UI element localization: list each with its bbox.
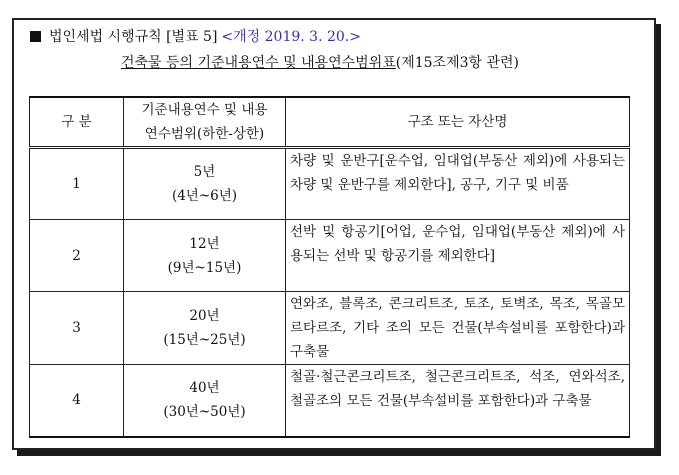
asset-description: 차량 및 운반구[운수업, 임대업(부동산 제외)에 사용되는 차량 및 운반구를 제외한다], 공구, 기구 및 비품 [286,148,630,220]
standard-years: 40년 [189,380,220,397]
asset-description: 철골·철근콘크리트조, 철근콘크리트조, 석조, 연와석조, 철골조의 모든 건물(부속설비를 포함한다)과 구축물 [286,365,630,437]
header-useful-life [124,97,286,148]
header-category: 구 분 [30,97,124,148]
useful-life-table [29,96,630,438]
table-title [0,52,640,72]
row-number: 3 [30,292,124,365]
years-range: (30년~50년) [163,404,246,421]
row-number: 4 [30,365,124,437]
header-asset-name: 구조 또는 자산명 [286,97,630,148]
row-number: 2 [30,220,124,292]
asset-description: 연와조, 블록조, 콘크리트조, 토조, 토벽조, 목조, 목골모르타르조, 기타 조의 모든 건물(부속설비를 포함한다)과 구축물 [286,292,630,365]
table-row [30,365,630,437]
header-useful-life-line1: 기준내용연수 및 내용 [141,102,268,118]
row-number: 1 [30,148,124,220]
table-title-ref: (제15조제3항 관련) [395,55,519,71]
regulation-title: 법인세법 시행규칙 [별표 5] [49,29,218,45]
table-header-row [30,97,630,148]
years-range: (9년~15년) [167,259,242,276]
table-row [30,220,630,292]
standard-years: 20년 [189,308,220,324]
document-header [30,26,361,46]
table-row [30,148,630,220]
table-title-main: 건축물 등의 기준내용연수 및 내용연수범위표 [120,55,396,71]
useful-life-cell [124,148,286,220]
useful-life-cell [124,292,286,365]
standard-years: 12년 [189,235,220,252]
years-range: (4년~6년) [171,188,238,204]
useful-life-cell [124,365,286,437]
revision-date: <개정 2019. 3. 20.> [221,29,361,45]
square-bullet-icon [30,31,41,42]
header-useful-life-line2: 연수범위(하한-상한) [144,126,265,142]
standard-years: 5년 [193,164,216,180]
table-row [30,292,630,365]
years-range: (15년~25년) [163,332,246,348]
useful-life-cell [124,220,286,292]
asset-description: 선박 및 항공기[어업, 운수업, 임대업(부동산 제외)에 사용되는 선박 및 항공기를 제외한다] [286,220,630,292]
